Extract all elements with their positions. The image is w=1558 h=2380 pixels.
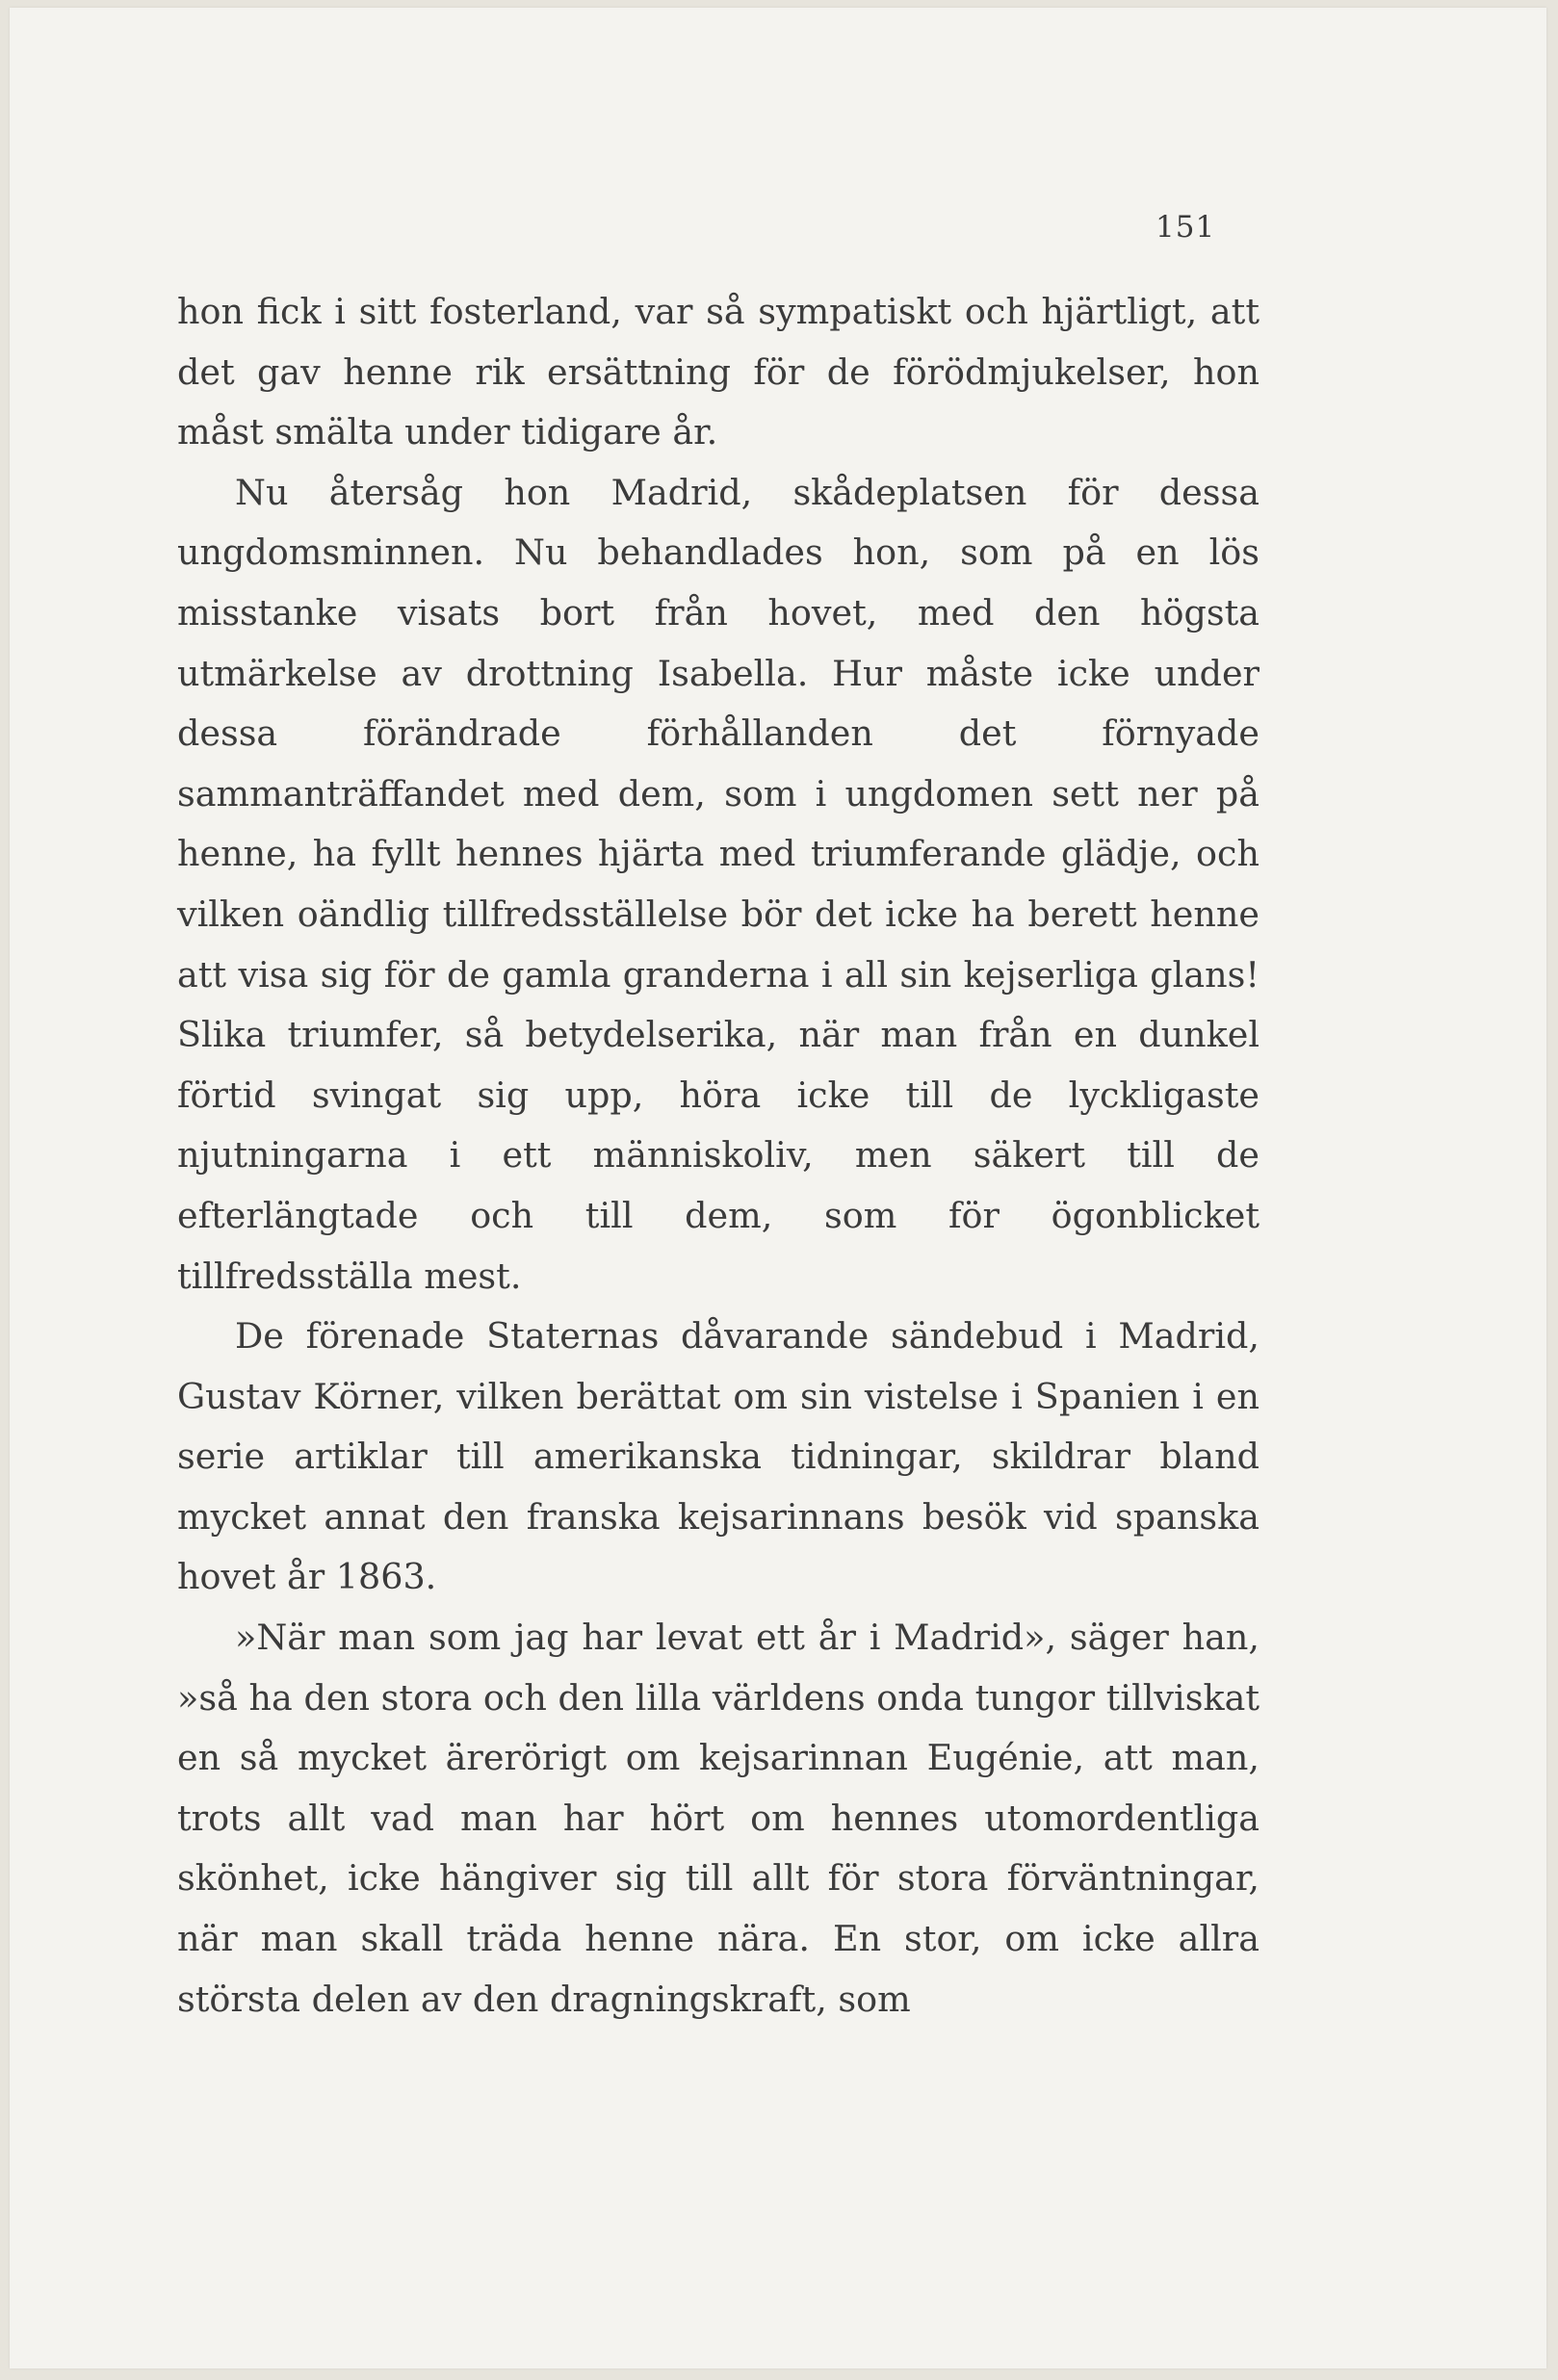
page-number: 151 xyxy=(1156,210,1216,245)
paragraph-2: Nu återsåg hon Madrid, skådeplatsen för dessa ungdomsminnen. Nu behandlades hon, som på en lös misstanke visats bort från hovet, med den högsta utmärkelse av drottning Isabella. Hur måste icke under dessa förändrade förhållanden det förnyade sammanträffandet med dem, som i ungdomen sett ner på henne, ha fyllt hennes hjärta med triumferande glädje, och vilken oändlig tillfredsställelse bör det icke ha berett henne att visa sig för de gamla granderna i all sin kejserliga glans! Slika triumfer, så betydelserika, när man från en dunkel förtid svingat sig upp, höra icke till de lyckligaste njutningarna i ett människoliv, men säkert till de efterlängtade och till dem, som för ögonblicket tillfredsställa mest. xyxy=(177,471,1259,1297)
paragraph-3: De förenade Staternas dåvarande sändebud i Madrid, Gustav Körner, vilken berättat om sin vistelse i Spanien i en serie artiklar till amerikanska tidningar, skildrar bland mycket annat den franska kejsarinnans besök vid spanska hovet år 1863. xyxy=(177,1315,1259,1598)
paragraph-4: »När man som jag har levat ett år i Madrid», säger han, »så ha den stora och den lilla världens onda tungor tillviskat en så mycket ärerörigt om kejsarinnan Eugénie, att man, trots allt vad man har hört om hennes utomordentliga skönhet, icke hängiver sig till allt för stora förväntningar, när man skall träda henne nära. En stor, om icke allra största delen av den dragningskraft, som xyxy=(177,1617,1259,2020)
body-text xyxy=(177,282,1259,2030)
paragraph-1: hon fick i sitt fosterland, var så sympatiskt och hjärtligt, att det gav henne rik ersättning för de förödmjukelser, hon måst smälta under tidigare år. xyxy=(177,291,1259,453)
book-page xyxy=(10,8,1546,2368)
